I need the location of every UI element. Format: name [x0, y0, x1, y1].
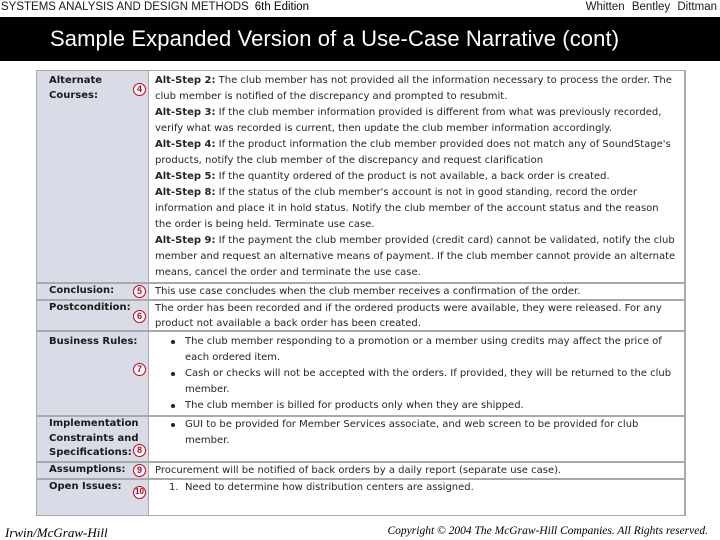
label-alternate-courses: Alternate Courses: [49, 75, 103, 101]
book-authors: Whitten Bentley Dittman [585, 1, 717, 13]
open-issues-list [155, 480, 676, 495]
cell-business-rules [149, 332, 684, 415]
row-alternate-courses [37, 71, 684, 282]
business-rule-text: The club member responding to a promotion or a member using credits may affect the price of each ordered item. [185, 336, 662, 363]
list-item [155, 366, 676, 398]
row-open-issues [37, 480, 684, 515]
business-rule-text: Cash or checks will not be accepted with the orders. If provided, they will be returned to the club member. [185, 368, 672, 395]
alt-step-text: If the club member information provided is different from what was previously recorded, verify what was recorded is current, then update the club member information accordingly. [155, 107, 662, 134]
alt-step [155, 185, 676, 233]
alt-step-label: Alt-Step 2: [155, 75, 216, 86]
issue-number: 1. [169, 482, 179, 493]
callout-badge-5: 5 [133, 285, 146, 298]
cell-open-issues [149, 480, 684, 515]
alt-step-label: Alt-Step 4: [155, 139, 216, 150]
list-item [155, 417, 676, 449]
bullet-icon [171, 372, 175, 376]
alt-step-label: Alt-Step 5: [155, 171, 216, 182]
alt-step-text: If the status of the club member's account is not in good standing, record the order information and place it in hold status. Notify the club member of the account status and the reason the order is being held. Terminate use case. [155, 187, 659, 230]
title-bar [0, 17, 720, 61]
callout-badge-4: 4 [133, 83, 146, 96]
list-item [155, 480, 676, 495]
book-title [1, 0, 309, 14]
business-rule-text: The club member is billed for products only when they are shipped. [185, 400, 524, 411]
alt-step [155, 137, 676, 169]
publisher-footer: Irwin/McGraw-Hill [5, 525, 108, 540]
callout-badge-9: 9 [133, 464, 146, 477]
callout-badge-6: 6 [133, 310, 146, 323]
alt-step [155, 105, 676, 137]
implementation-list [155, 417, 676, 449]
label-postcondition: Postcondition: [49, 302, 131, 313]
alt-step-label: Alt-Step 9: [155, 235, 216, 246]
slide-title: Sample Expanded Version of a Use-Case Narrative (cont) [50, 26, 620, 51]
bullet-icon [171, 404, 175, 408]
callout-badge-10: 10 [133, 486, 146, 499]
cell-alternate-courses [149, 71, 684, 282]
book-title-text: SYSTEMS ANALYSIS AND DESIGN METHODS [1, 1, 249, 13]
issue-text: Need to determine how distribution centers are assigned. [185, 482, 474, 493]
alt-step-text: If the product information the club member provided does not match any of SoundStage's products, notify the club member of the discrepancy and request clarification [155, 139, 671, 166]
cell-implementation [149, 417, 684, 461]
slide-header [0, 0, 720, 15]
alt-step [155, 73, 676, 105]
book-edition: 6th Edition [254, 1, 310, 13]
alt-step-text: The club member has not provided all the information necessary to process the order. The club member is notified of the discrepancy and prompted to resubmit. [155, 75, 672, 102]
alt-step-label: Alt-Step 3: [155, 107, 216, 118]
business-rules-list [155, 334, 676, 414]
cell-postcondition: The order has been recorded and if the ordered products were available, they were released. For any product not available a back order has been created. [149, 301, 684, 330]
callout-badge-7: 7 [133, 363, 146, 376]
alt-step [155, 233, 676, 281]
copyright-footer: Copyright © 2004 The McGraw-Hill Companies. All Rights reserved. [387, 525, 708, 537]
alt-step-text: If the quantity ordered of the product is not available, a back order is created. [218, 171, 610, 182]
bullet-icon [171, 423, 175, 427]
alt-step-text: If the payment the club member provided (credit card) cannot be validated, notify the club member and request an alternative means of payment. If the club member cannot provide an alternate means, cancel the order and terminate the use case. [155, 235, 676, 278]
label-open-issues: Open Issues: [49, 481, 122, 492]
bullet-icon [171, 340, 175, 344]
cell-assumptions: Procurement will be notified of back orders by a daily report (separate use case). [149, 463, 684, 478]
label-business-rules: Business Rules: [49, 336, 138, 347]
alt-step [155, 169, 676, 185]
cell-conclusion: This use case concludes when the club member receives a confirmation of the order. [149, 284, 684, 299]
alt-step-label: Alt-Step 8: [155, 187, 216, 198]
implementation-text: GUI to be provided for Member Services associate, and web screen to be provided for club member. [185, 419, 639, 446]
label-implementation: Implementation Constraints and Specifications: [49, 418, 139, 458]
label-conclusion: Conclusion: [49, 285, 115, 296]
list-item [155, 398, 676, 414]
callout-badge-8: 8 [133, 444, 146, 457]
list-item [155, 334, 676, 366]
label-assumptions: Assumptions: [49, 464, 126, 475]
